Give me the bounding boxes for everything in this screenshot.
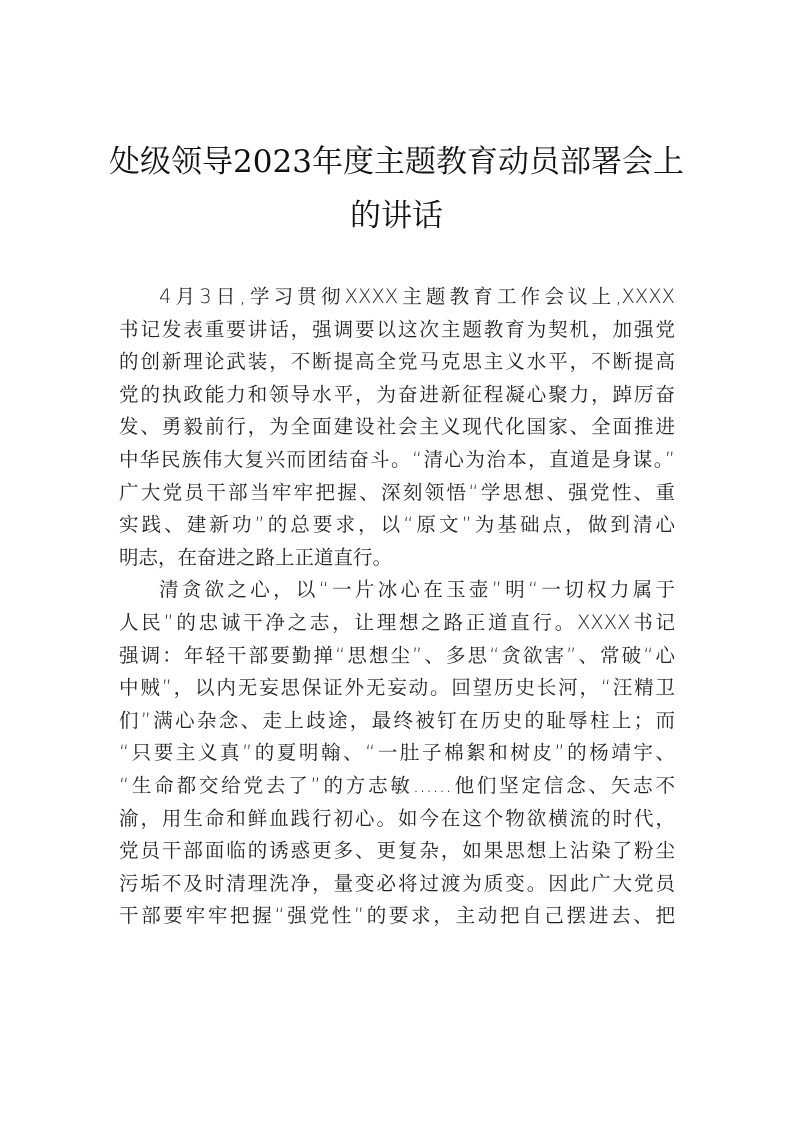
document-title-line-1: 处级领导2023年度主题教育动员部署会上 bbox=[109, 144, 684, 180]
text-line: 广大党员干部当牢牢把握、深刻领悟“学思想、强党性、重 bbox=[119, 480, 675, 504]
text-line: 渝，用生命和鲜血践行初心。如今在这个物欲横流的时代， bbox=[119, 806, 675, 830]
text-line: 的创新理论武装，不断提高全党马克思主义水平，不断提高 bbox=[119, 350, 675, 374]
text-line: 发、勇毅前行，为全面建设社会主义现代化国家、全面推进 bbox=[119, 415, 675, 439]
paragraph-2 bbox=[119, 574, 675, 933]
text-line: 人民”的忠诚干净之志，让理想之路正道直行。XXXX书记 bbox=[119, 610, 675, 634]
text-line: 明志，在奋进之路上正道直行。 bbox=[119, 545, 393, 569]
text-line: 清贪欲之心，以“一片冰心在玉壶”明“一切权力属于 bbox=[159, 578, 675, 602]
text-line: 中华民族伟大复兴而团结奋斗。“清心为治本，直道是身谋。” bbox=[119, 447, 675, 471]
document-body bbox=[119, 281, 675, 933]
text-line: “只要主义真”的夏明翰、“一肚子棉絮和树皮”的杨靖宇、 bbox=[119, 741, 675, 765]
text-line: 党的执政能力和领导水平，为奋进新征程凝心聚力，踔厉奋 bbox=[119, 382, 675, 406]
text-line: 党员干部面临的诱惑更多、更复杂，如果思想上沾染了粉尘 bbox=[119, 839, 675, 863]
paragraph-1 bbox=[119, 281, 675, 574]
text-line: 强调：年轻干部要勤掸“思想尘”、多思“贪欲害”、常破“心 bbox=[119, 643, 675, 667]
text-line: 污垢不及时清理洗净，量变必将过渡为质变。因此广大党员 bbox=[119, 871, 675, 895]
text-line: “生命都交给党去了”的方志敏……他们坚定信念、矢志不 bbox=[119, 773, 675, 797]
text-line: 中贼”，以内无妄思保证外无妄动。回望历史长河，“汪精卫 bbox=[119, 676, 675, 700]
text-line: 实践、建新功”的总要求，以“原文”为基础点，做到清心 bbox=[119, 513, 675, 537]
text-line: 书记发表重要讲话，强调要以这次主题教育为契机，加强党 bbox=[119, 317, 675, 341]
document-title-line-2: 的讲话 bbox=[350, 198, 443, 234]
text-line: 4月3日,学习贯彻XXXX主题教育工作会议上,XXXX bbox=[159, 285, 675, 308]
text-line: 干部要牢牢把握“强党性”的要求，主动把自己摆进去、把 bbox=[119, 904, 675, 928]
text-line: 们”满心杂念、走上歧途，最终被钉在历史的耻辱柱上；而 bbox=[119, 708, 675, 732]
